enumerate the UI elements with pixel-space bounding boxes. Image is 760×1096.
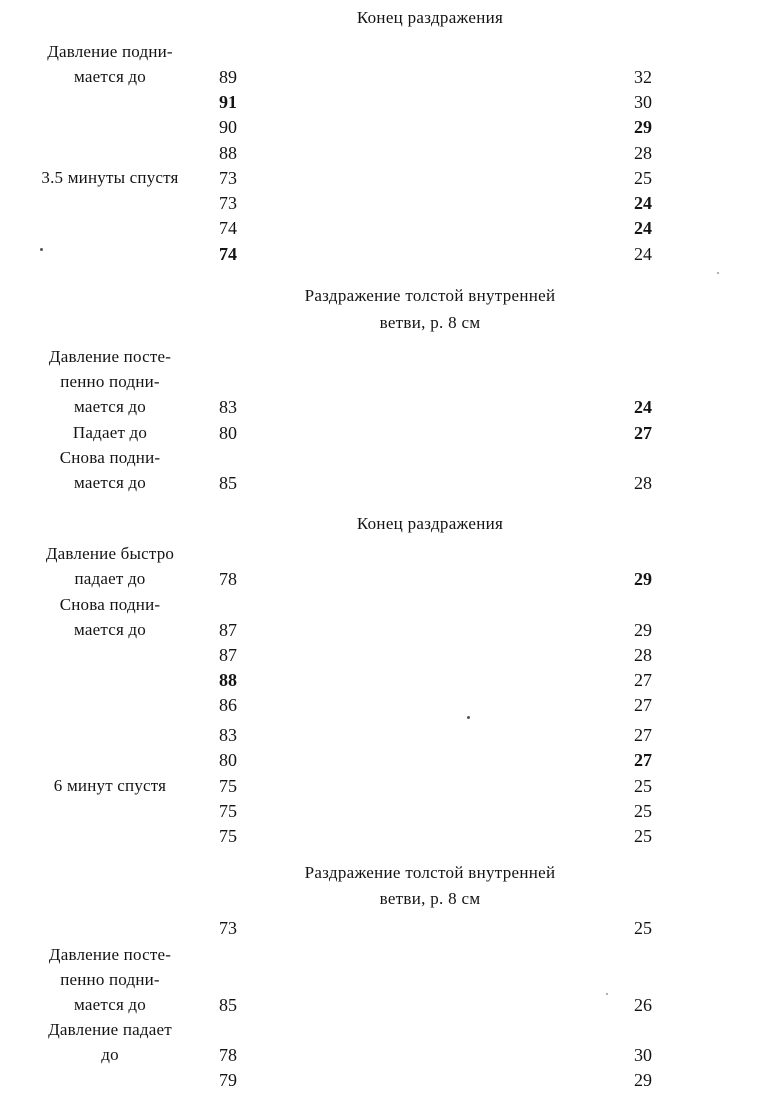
table-row [0, 446, 760, 470]
scan-speck [606, 993, 608, 995]
value-col1: 87 [219, 620, 237, 640]
value-col1: 74 [219, 218, 237, 238]
row-label: 3.5 минуты спустя [41, 168, 179, 187]
table-row [0, 40, 760, 64]
table-row [0, 668, 760, 692]
value-col2: 30 [634, 92, 652, 112]
table-row [0, 395, 760, 419]
table-row [0, 824, 760, 848]
table-row [0, 90, 760, 114]
value-col1: 85 [219, 995, 237, 1015]
value-col1: 73 [219, 193, 237, 213]
value-col2: 25 [634, 776, 652, 796]
value-col2: 25 [634, 801, 652, 821]
table-row [0, 643, 760, 667]
value-col2: 30 [634, 1045, 652, 1065]
value-col1: 75 [219, 776, 237, 796]
table-row [0, 1018, 760, 1042]
row-label: пенно подни- [60, 372, 160, 391]
value-col1: 73 [219, 168, 237, 188]
table-row [0, 421, 760, 445]
row-label: 6 минут спустя [53, 776, 167, 795]
value-col2: 26 [634, 995, 652, 1015]
scan-speck [467, 716, 470, 719]
row-label: падает до [74, 569, 146, 588]
table-row [0, 723, 760, 747]
value-col2: 24 [634, 244, 652, 264]
value-col2: 29 [634, 1070, 652, 1090]
value-col1: 88 [219, 670, 237, 690]
value-col1: 85 [219, 473, 237, 493]
value-col1: 75 [219, 801, 237, 821]
table-row [0, 191, 760, 215]
table-row [0, 216, 760, 240]
table-row [0, 799, 760, 823]
value-col2: 25 [634, 826, 652, 846]
table-row [0, 993, 760, 1017]
value-col2: 29 [634, 620, 652, 640]
value-col2: 28 [634, 473, 652, 493]
section-heading: Раздражение толстой внутренней [304, 286, 556, 305]
row-label: Давление посте- [48, 945, 172, 964]
value-col1: 78 [219, 1045, 237, 1065]
value-col1: 75 [219, 826, 237, 846]
table-row [0, 1043, 760, 1067]
value-col2: 25 [634, 168, 652, 188]
value-col2: 29 [634, 569, 652, 589]
section-heading: Конец раздражения [356, 514, 504, 533]
value-col1: 79 [219, 1070, 237, 1090]
row-label: мается до [74, 620, 146, 639]
row-label: до [101, 1045, 119, 1064]
scan-speck [717, 272, 719, 274]
value-col1: 88 [219, 143, 237, 163]
row-label: мается до [74, 473, 146, 492]
table-row [0, 166, 760, 190]
value-col2: 27 [634, 695, 652, 715]
value-col1: 83 [219, 397, 237, 417]
table-row [0, 618, 760, 642]
table-row [0, 693, 760, 717]
value-col2: 28 [634, 645, 652, 665]
row-label: Снова подни- [59, 448, 161, 467]
value-col2: 24 [634, 218, 652, 238]
table-row [0, 115, 760, 139]
value-col2: 25 [634, 918, 652, 938]
value-col2: 29 [634, 117, 652, 137]
table-row [0, 943, 760, 967]
section-heading: Конец раздражения [356, 8, 504, 27]
section-heading: Раздражение толстой внутренней [304, 863, 556, 882]
row-label: Давление посте- [48, 347, 172, 366]
value-col1: 83 [219, 725, 237, 745]
table-row [0, 748, 760, 772]
row-label: пенно подни- [60, 970, 160, 989]
value-col1: 74 [219, 244, 237, 264]
table-row [0, 916, 760, 940]
value-col1: 89 [219, 67, 237, 87]
value-col1: 90 [219, 117, 237, 137]
table-row [0, 65, 760, 89]
value-col2: 27 [634, 670, 652, 690]
table-row [0, 1068, 760, 1092]
row-label: Снова подни- [59, 595, 161, 614]
row-label: Давление подни- [47, 42, 173, 61]
table-row [0, 567, 760, 591]
value-col1: 80 [219, 423, 237, 443]
row-label: мается до [74, 67, 146, 86]
table-row [0, 242, 760, 266]
value-col2: 27 [634, 423, 652, 443]
value-col2: 27 [634, 750, 652, 770]
value-col2: 27 [634, 725, 652, 745]
scan-speck [40, 248, 43, 251]
table-row [0, 471, 760, 495]
section-heading: ветви, р. 8 см [379, 313, 481, 332]
row-label: Давление быстро [45, 544, 175, 563]
row-label: Падает до [72, 423, 148, 442]
table-row [0, 370, 760, 394]
value-col1: 87 [219, 645, 237, 665]
row-label: мается до [74, 397, 146, 416]
value-col1: 73 [219, 918, 237, 938]
table-row [0, 968, 760, 992]
table-row [0, 593, 760, 617]
value-col1: 91 [219, 92, 237, 112]
table-row [0, 345, 760, 369]
table-row [0, 141, 760, 165]
table-row [0, 774, 760, 798]
value-col2: 24 [634, 193, 652, 213]
value-col2: 24 [634, 397, 652, 417]
value-col2: 32 [634, 67, 652, 87]
section-heading: ветви, р. 8 см [379, 889, 481, 908]
table-row [0, 542, 760, 566]
row-label: мается до [74, 995, 146, 1014]
value-col1: 78 [219, 569, 237, 589]
value-col1: 80 [219, 750, 237, 770]
value-col1: 86 [219, 695, 237, 715]
row-label: Давление падает [48, 1020, 172, 1039]
value-col2: 28 [634, 143, 652, 163]
